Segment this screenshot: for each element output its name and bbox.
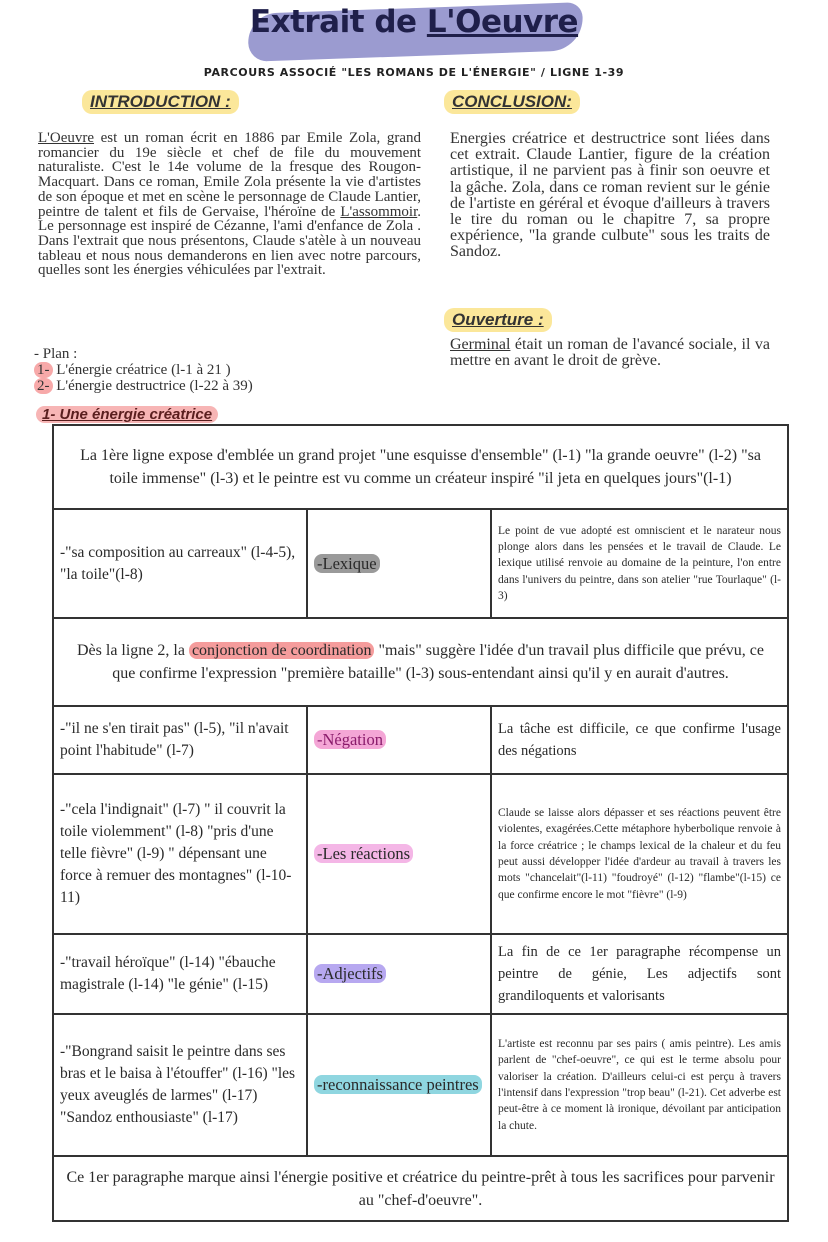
quote-cell: -"Bongrand saisit le peintre dans ses bras et le baisa à l'étouffer" (l-16) "les yeux aveuglés de larmes" (l-17) "Sandoz enthousiaste" (l-17)	[53, 1014, 307, 1156]
table-row	[53, 509, 788, 618]
table-row	[53, 774, 788, 934]
intro-cell: La 1ère ligne expose d'emblée un grand projet "une esquisse d'ensemble" (l-1) "la grande oeuvre" (l-2) "sa toile immense" (l-3) et le peintre est vu comme un créateur inspiré "il jeta en quelques jours"(l-1)	[53, 425, 788, 509]
table-row-conclusion	[53, 1156, 788, 1221]
plan-number: 2-	[34, 378, 53, 394]
quote-cell: -"travail héroïque" (l-14) "ébauche magistrale (l-14) "le génie" (l-15)	[53, 934, 307, 1014]
analysis-cell: Claude se laisse alors dépasser et ses réactions peuvent être violentes, exagérées.Cette métaphore hyberbolique renvoie à la force créatrice ; le champs lexical de la chaleur et du feu peut aussi développer l'idée d'ardeur au travail à travers les mots "chancelait"(l-11) "foudroyé" (l-12) "flambe"(l-15) ce que confirme encore le mot "fièvre" (l-9)	[491, 774, 788, 934]
tool-cell	[307, 706, 491, 774]
table-row-transition	[53, 618, 788, 706]
title-block	[0, 4, 828, 40]
analysis-table	[52, 424, 789, 1222]
quote-cell: -"il ne s'en tirait pas" (l-5), "il n'avait point l'habitude" (l-7)	[53, 706, 307, 774]
plan-number: 1-	[34, 362, 53, 378]
plan-label: - Plan :	[34, 346, 78, 362]
tool-label: -reconnaissance peintres	[314, 1075, 482, 1094]
intro-text-2: . Le personnage est inspiré de Cézanne, l'ami d'enfance de Zola . Dans l'extrait que nous présentons, Claude s'atèle à un nouveau tableau et nous nous demanderons en lien avec notre parcours, quelles sont les énergies véhiculées par l'extrait.	[38, 203, 421, 279]
page-title	[250, 4, 578, 40]
introduction-heading: INTRODUCTION :	[82, 90, 239, 114]
tool-cell	[307, 509, 491, 618]
tool-label: -Adjectifs	[314, 964, 386, 983]
title-work: L'Oeuvre	[426, 4, 579, 40]
germinal-ref: Germinal	[450, 336, 511, 353]
analysis-cell: Le point de vue adopté est omniscient et le narateur nous plonge alors dans les pensées et le travail de Claude. Le lexique utilisé renvoie au domaine de la peinture, l'on entre dans l'univers du peintre, dans son atelier "rue Tourlaque" (l-3)	[491, 509, 788, 618]
tool-cell	[307, 1014, 491, 1156]
conclusion-cell: Ce 1er paragraphe marque ainsi l'énergie positive et créatrice du peintre-prêt à tous les sacrifices pour parvenir au "chef-d'oeuvre".	[53, 1156, 788, 1221]
transition-cell	[53, 618, 788, 706]
table-row	[53, 1014, 788, 1156]
table-row	[53, 706, 788, 774]
tool-cell	[307, 934, 491, 1014]
section-heading: 1- Une énergie créatrice	[36, 406, 218, 423]
tool-cell	[307, 774, 491, 934]
analysis-cell: L'artiste est reconnu par ses pairs ( amis peintre). Les amis parlent de "chef-oeuvre", ce qui est le terme absolu pour valoriser la création. D'ailleurs celui-ci est perçu à travers l'intensif dans l'expression "trop beau" (l-21). Cet adverbe est peut-être à ce moment là ironique, dévoilant par anticipation la chute.	[491, 1014, 788, 1156]
title-prefix: Extrait de	[249, 4, 427, 40]
tool-label: -Négation	[314, 730, 386, 749]
tool-label: -Lexique	[314, 554, 380, 573]
quote-cell: -"sa composition au carreaux" (l-4-5), "la toile"(l-8)	[53, 509, 307, 618]
quote-cell: -"cela l'indignait" (l-7) " il couvrit la toile violemment" (l-8) "pris d'une telle fièvre" (l-9) " dépensant une force à remuer des montagnes" (l-10-11)	[53, 774, 307, 934]
ouverture-text	[450, 337, 770, 369]
ouverture-body: était un roman de l'avancé sociale, il va mettre en avant le droit de grève.	[450, 336, 770, 370]
intro-text-1: est un roman écrit en 1886 par Emile Zola, grand romancier du 19e siècle et chef de file du mouvement naturaliste. C'est le 14e volume de la fresque des Rougon-Macquart. Dans ce roman, Emile Zola présente la vie d'artistes de son époque et met en scène le personnage de Claude Lantier, peintre de talent et fils de Gervaise, l'héroïne de	[38, 130, 421, 220]
conclusion-text: Energies créatrice et destructrice sont liées dans cet extrait. Claude Lantier, figure de la création artistique, il ne parvient pas à finir son oeuvre et la gâche. Zola, dans ce roman revient sur le génie de l'artiste en géréral et évoque d'ailleurs à travers le tire du roman ou le chapitre 7, sa propre expérience, "la grande culbute" sous les traits de Sandoz.	[450, 130, 770, 261]
transition-text: Dès la ligne 2, la	[76, 642, 189, 659]
work-title: L'Oeuvre	[38, 130, 95, 146]
analysis-cell: La tâche est difficile, ce que confirme l'usage des négations	[491, 706, 788, 774]
introduction-text	[38, 131, 421, 278]
conjonction-highlight: conjonction de coordination	[189, 642, 375, 659]
table-row-intro	[53, 425, 788, 509]
ouverture-heading: Ouverture :	[444, 308, 552, 332]
plan-item-1	[34, 362, 231, 379]
analysis-cell: La fin de ce 1er paragraphe récompense un peintre de génie, Les adjectifs sont grandiloquents et valorisants	[491, 934, 788, 1014]
plan-text: L'énergie destructrice (l-22 à 39)	[56, 378, 253, 394]
assommoir-ref: L'assommoir	[340, 203, 418, 220]
subtitle: PARCOURS ASSOCIÉ "LES ROMANS DE L'ÉNERGIE" / LIGNE 1-39	[203, 66, 625, 79]
tool-label: -Les réactions	[314, 844, 413, 863]
plan-item-2	[34, 378, 253, 395]
table-row	[53, 934, 788, 1014]
transition-text: "mais" suggère l'idée d'un travail plus difficile que prévu, ce que confirme l'expression "première bataille" (l-3) sous-entendant ainsi qu'il y en aurait d'autres.	[112, 642, 764, 682]
plan-text: L'énergie créatrice (l-1 à 21 )	[56, 362, 231, 378]
conclusion-heading: CONCLUSION:	[444, 90, 580, 114]
